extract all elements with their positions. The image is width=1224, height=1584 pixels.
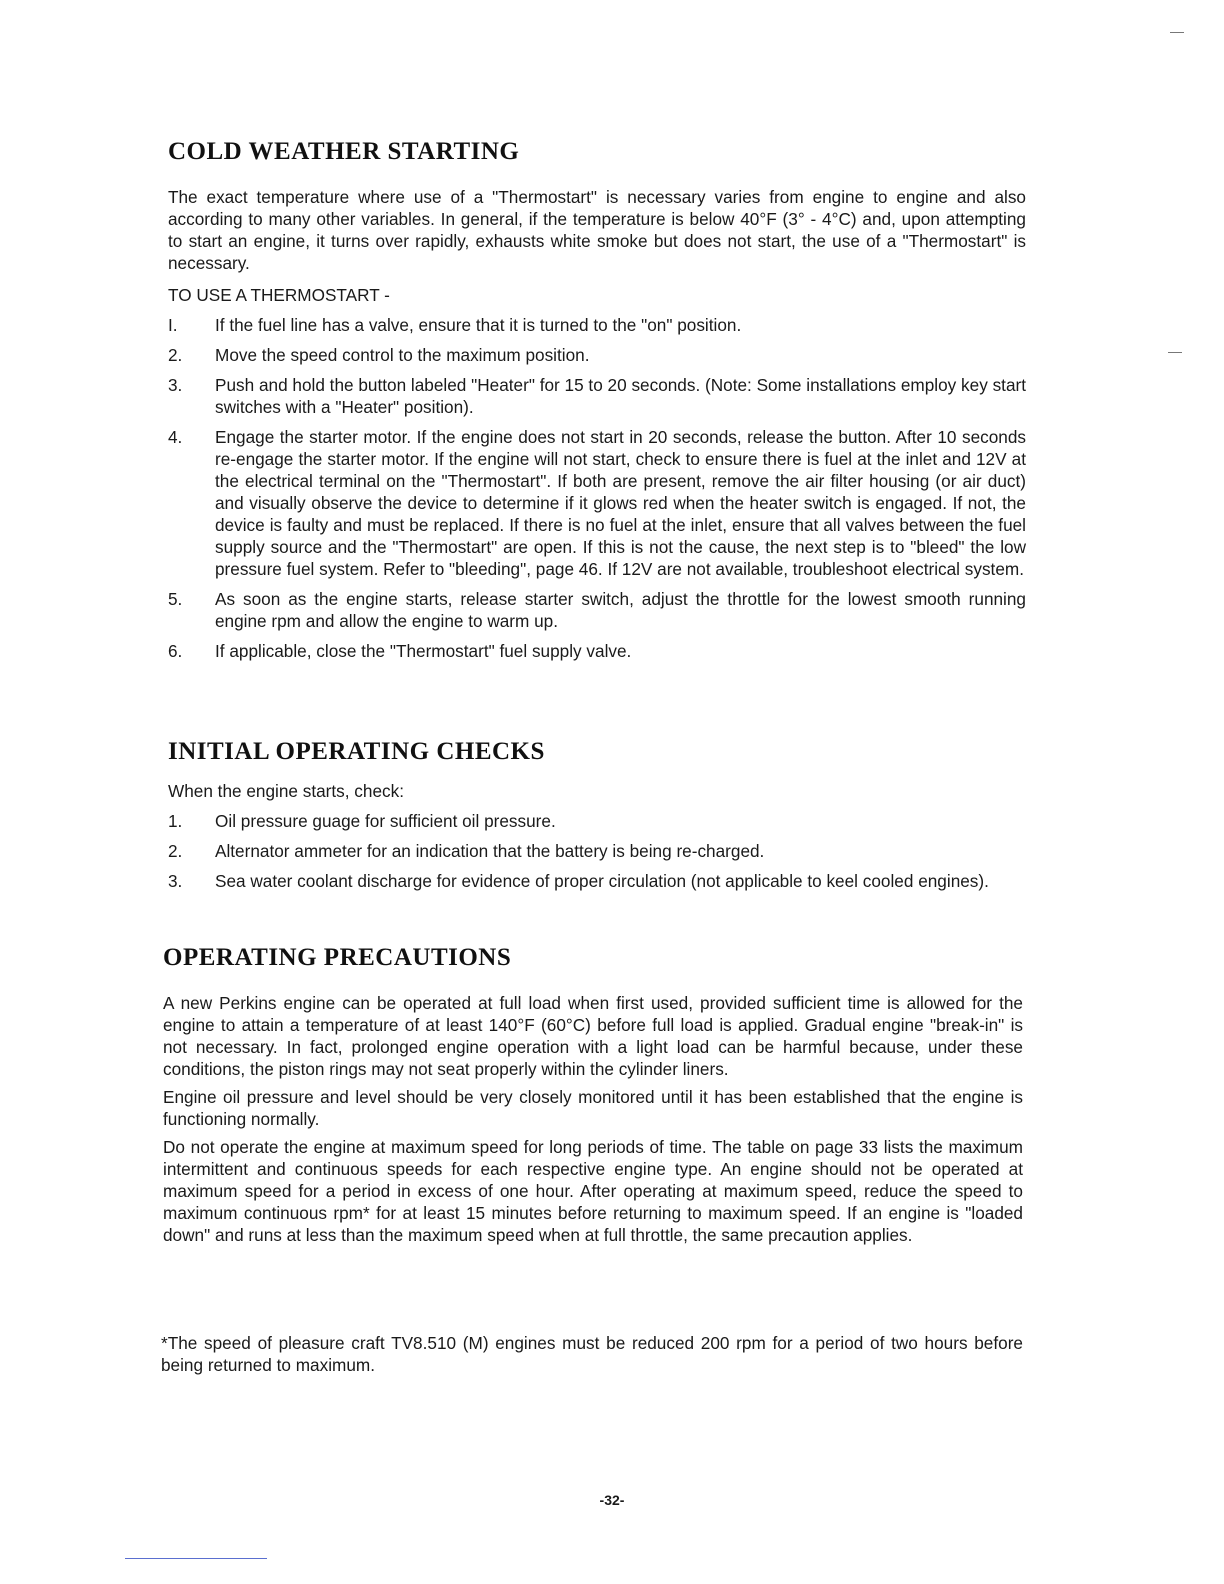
step-number: 2. <box>168 345 183 365</box>
footnote: *The speed of pleasure craft TV8.510 (M) engines must be reduced 200 rpm for a period of two hours before being returned to maximum. <box>161 1333 1023 1375</box>
cold-weather-heading: COLD WEATHER STARTING <box>168 138 520 165</box>
step-text: If applicable, close the "Thermostart" fuel supply valve. <box>215 641 632 661</box>
list-item <box>168 810 1026 832</box>
step-number: 1. <box>168 811 183 831</box>
step-text: Alternator ammeter for an indication that the battery is being re-charged. <box>215 841 765 861</box>
step-text: As soon as the engine starts, release starter switch, adjust the throttle for the lowest smooth running engine rpm and allow the engine to warm up. <box>215 589 1026 631</box>
precautions-section <box>163 944 1023 1246</box>
scan-edge-mark <box>1170 32 1184 33</box>
step-text: If the fuel line has a valve, ensure that it is turned to the "on" position. <box>215 315 742 335</box>
step-number: I. <box>168 315 178 335</box>
initial-checks-list <box>168 810 1026 892</box>
step-text: Engage the starter motor. If the engine does not start in 20 seconds, release the button. After 10 seconds re-engage the starter motor. If the engine will not start, check to ensure there is fuel at the inlet and 12V at the electrical terminal on the "Thermostart". If both are present, remove the air filter housing (or air duct) and visually observe the device to determine if it glows red when the heater switch is engaged. If not, the device is faulty and must be replaced. If there is no fuel at the inlet, ensure that all valves between the fuel supply source and the "Thermostart" are open. If this is not the cause, the next step is to "bleed" the low pressure fuel system. Refer to "bleeding", page 46. If 12V are not available, troubleshoot electrical system. <box>215 427 1026 579</box>
scan-bottom-line <box>125 1558 267 1559</box>
step-number: 5. <box>168 589 183 609</box>
precautions-paragraph: A new Perkins engine can be operated at full load when first used, provided sufficient time is allowed for the engine to attain a temperature of at least 140°F (60°C) before full load is applied. Gradual engine "break-in" is not necessary. In fact, prolonged engine operation with a light load can be harmful because, under these conditions, the piston rings may not seat properly within the cylinder liners. <box>163 993 1023 1079</box>
cold-weather-intro: The exact temperature where use of a "Thermostart" is necessary varies from engine to engine and also according to many other variables. In general, if the temperature is below 40°F (3° - 4°C) and, upon attempting to start an engine, it turns over rapidly, exhausts white smoke but does not start, the use of a "Thermostart" is necessary. <box>168 187 1026 273</box>
step-text: Move the speed control to the maximum position. <box>215 345 590 365</box>
precautions-heading: OPERATING PRECAUTIONS <box>163 944 512 971</box>
list-item <box>168 344 1026 366</box>
step-text: Push and hold the button labeled "Heater" for 15 to 20 seconds. (Note: Some installations employ key start switches with a "Heater" position). <box>215 375 1026 417</box>
precautions-paragraph: Engine oil pressure and level should be very closely monitored until it has been established that the engine is functioning normally. <box>163 1087 1023 1129</box>
step-number: 4. <box>168 427 183 447</box>
precautions-paragraph: Do not operate the engine at maximum speed for long periods of time. The table on page 33 lists the maximum intermittent and continuous speeds for each respective engine type. An engine should not be operated at maximum speed for a period in excess of one hour. After operating at maximum speed, reduce the speed to maximum continuous rpm* for at least 15 minutes before returning to maximum speed. If an engine is "loaded down" and runs at less than the maximum speed when at full throttle, the same precaution applies. <box>163 1137 1023 1245</box>
step-number: 6. <box>168 641 183 661</box>
step-number: 3. <box>168 375 183 395</box>
list-item <box>168 426 1026 580</box>
thermostart-subheading: TO USE A THERMOSTART - <box>168 285 390 305</box>
page-number: -32- <box>599 1492 625 1508</box>
scan-edge-mark <box>1168 352 1182 353</box>
initial-checks-section <box>168 738 1026 892</box>
thermostart-steps <box>168 314 1026 662</box>
step-number: 2. <box>168 841 183 861</box>
step-text: Sea water coolant discharge for evidence of proper circulation (not applicable to keel cooled engines). <box>215 871 989 891</box>
list-item <box>168 314 1026 336</box>
initial-checks-intro: When the engine starts, check: <box>168 781 404 801</box>
list-item <box>168 640 1026 662</box>
cold-weather-section <box>168 138 1026 662</box>
list-item <box>168 840 1026 862</box>
list-item <box>168 588 1026 632</box>
list-item <box>168 374 1026 418</box>
initial-checks-heading: INITIAL OPERATING CHECKS <box>168 738 545 765</box>
step-number: 3. <box>168 871 183 891</box>
step-text: Oil pressure guage for sufficient oil pressure. <box>215 811 556 831</box>
list-item <box>168 870 1026 892</box>
